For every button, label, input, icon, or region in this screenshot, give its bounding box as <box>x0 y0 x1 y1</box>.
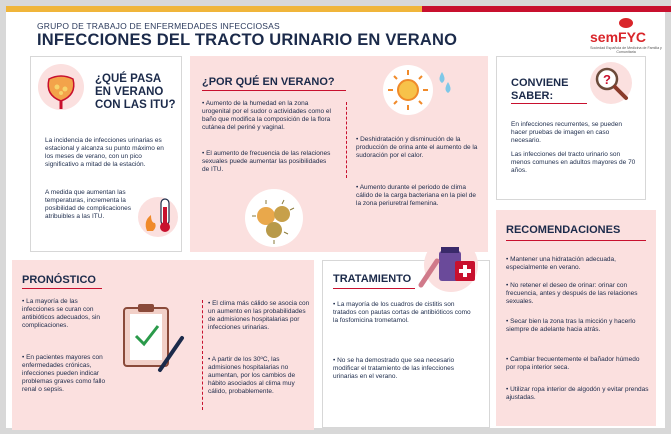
por-que-b4: • Aumento durante el periodo de clima cálido de la carga bacteriana en la piel de la zona periuretral femenina. <box>356 184 476 207</box>
tratamiento-panel <box>322 260 490 428</box>
recomendaciones-b2: • No retener el deseo de orinar: orinar con frecuencia, antes y después de las relaciones sexuales. <box>506 282 638 305</box>
que-pasa-p2: A medida que aumentan las temperaturas, incrementa la posibilidad de complicaciones atribuibles a las ITU. <box>45 189 131 220</box>
sweat-drops-icon <box>436 70 454 98</box>
magnifier-question-icon <box>589 61 633 105</box>
recomendaciones-b1: • Mantener una hidratación adecuada, especialmente en verano. <box>506 256 616 271</box>
logo-subtitle: Sociedad Española de Medicina de Familia y Comunitaria <box>590 46 662 55</box>
top-red-bar <box>422 6 671 12</box>
conviene-heading: CONVIENE SABER: <box>511 77 569 102</box>
por-que-b1: • Aumento de la humedad en la zona urogenital por el sudor o actividades como el baño que modifica la composición de la flora cutánea del periné y vaginal. <box>202 100 331 131</box>
logo-mark-icon <box>619 18 633 28</box>
tratamiento-b1: • La mayoría de los cuadros de cistitis son tratados con pautas cortas de antibióticos como la fosfomicina trometamol. <box>333 301 471 324</box>
pronostico-panel <box>12 260 314 430</box>
por-que-heading: ¿POR QUÉ EN VERANO? <box>202 76 335 88</box>
top-gold-bar <box>6 6 422 12</box>
por-que-b3: • Deshidratación y disminución de la producción de orina ante el aumento de la sudoración por el calor. <box>356 136 478 159</box>
tratamiento-b2: • No se ha demostrado que sea necesario modificar el tratamiento de las infecciones urinarias en el verano. <box>333 357 455 380</box>
que-pasa-heading: ¿QUÉ PASA EN VERANO CON LAS ITU? <box>95 73 176 111</box>
sun-icon <box>382 64 434 116</box>
por-que-divider <box>346 102 347 178</box>
svg-text:?: ? <box>603 72 611 87</box>
por-que-panel <box>190 56 488 252</box>
infographic <box>6 6 665 428</box>
medication-icon <box>415 237 483 295</box>
recomendaciones-b4: • Cambiar frecuentemente el bañador húmedo por ropa interior seca. <box>506 356 640 371</box>
page-title: INFECCIONES DEL TRACTO URINARIO EN VERANO <box>37 31 458 49</box>
recomendaciones-b5: • Utilizar ropa interior de algodón y evitar prendas ajustadas. <box>506 386 649 401</box>
tratamiento-heading: TRATAMIENTO <box>333 273 412 285</box>
pronostico-divider <box>202 300 203 410</box>
bacteria-icon <box>244 186 304 248</box>
bladder-icon <box>37 63 85 111</box>
pronostico-heading: PRONÓSTICO <box>22 274 96 286</box>
conviene-underline <box>511 103 587 104</box>
recomendaciones-underline <box>506 240 646 241</box>
recomendaciones-panel <box>496 210 656 426</box>
clipboard-check-icon <box>116 298 192 380</box>
que-pasa-panel <box>30 56 182 252</box>
que-pasa-p1: La incidencia de infecciones urinarias es estacional y alcanza su punto máximo en los meses de verano, con un pico significativo a mitad de la estación. <box>45 137 164 168</box>
por-que-b2: • El aumento de frecuencia de las relaciones sexuales puede aumentar las posibilidades de ITU. <box>202 150 331 173</box>
pronostico-b2: • En pacientes mayores con enfermedades crónicas, infecciones pueden indicar problemas graves como fallo renal o sepsis. <box>22 354 106 393</box>
pronostico-b1: • La mayoría de las infecciones se curan con antibióticos adecuados, sin complicaciones. <box>22 298 101 329</box>
pronostico-b4: • A partir de los 30ºC, las admisiones hospitalarias no aumentan, por los cambios de hábito asociados al clima muy cálido, probablemente. <box>208 356 296 395</box>
logo-name: semFYC <box>590 29 647 45</box>
thermometer-fire-icon <box>137 193 179 239</box>
conviene-panel <box>496 56 646 200</box>
conviene-p1: En infecciones recurrentes, se pueden hacer pruebas de imagen en caso necesario. <box>511 121 622 144</box>
recomendaciones-b3: • Secar bien la zona tras la micción y hacerlo siempre de adelante hacia atrás. <box>506 318 636 333</box>
pronostico-underline <box>22 288 102 289</box>
tratamiento-underline <box>333 288 415 289</box>
por-que-underline <box>202 90 346 91</box>
recomendaciones-heading: RECOMENDACIONES <box>506 224 621 236</box>
conviene-p2: Las infecciones del tracto urinario son menos comunes en adultos mayores de 70 años. <box>511 151 636 174</box>
org-label: GRUPO DE TRABAJO DE ENFERMEDADES INFECCIOSAS <box>37 21 280 31</box>
semfyc-logo <box>586 18 666 58</box>
pronostico-b3: • El clima más cálido se asocia con un aumento en las probabilidades de admisiones hospitalarias por infecciones urinarias. <box>208 300 310 331</box>
